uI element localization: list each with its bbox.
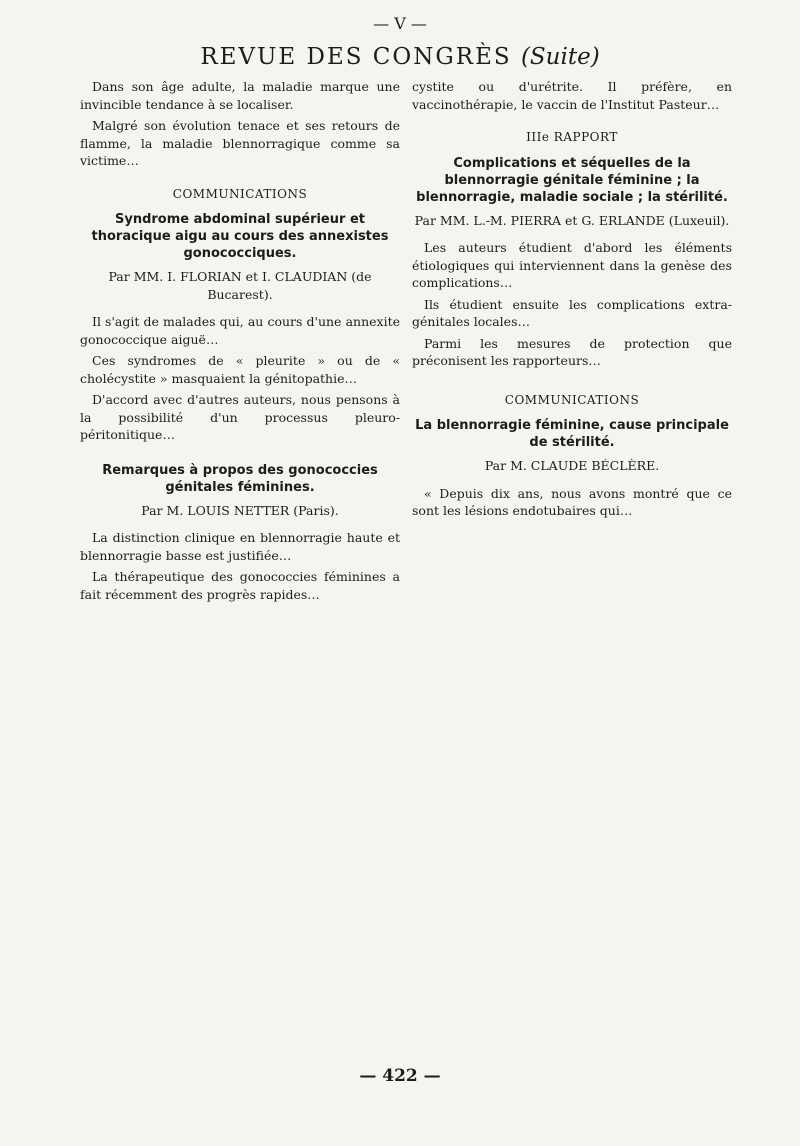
running-title-suite: (Suite) [520, 44, 600, 70]
paragraph: Malgré son évolution tenace et ses retours de flamme, la maladie blennorragique comme sa victime… [80, 118, 400, 168]
paragraph: Les auteurs étudient d'abord les éléments étiologiques qui interviennent dans la genèse des complications… [412, 240, 732, 290]
article-title: Syndrome abdominal supérieur et thoracique aigu au cours des annexistes gonococciques. [91, 212, 389, 261]
article-authors: Par MM. I. FLORIAN et I. CLAUDIAN (de Bucarest). [108, 269, 372, 302]
paragraph: Ils étudient ensuite les complications extra-génitales locales… [412, 296, 732, 329]
paragraph: La thérapeutique des gonococcies féminines a fait récemment des progrès rapides… [80, 569, 400, 602]
section-label: IIIe RAPPORT [526, 130, 618, 144]
left-column [80, 78, 400, 607]
page-number-roman: — V — [373, 14, 427, 33]
article-authors: Par MM. L.-M. PIERRA et G. ERLANDE (Luxeuil). [414, 212, 730, 228]
paragraph: Dans son âge adulte, la maladie marque une invincible tendance à se localiser. [80, 79, 400, 112]
article-title: La blennorragie féminine, cause principale de stérilité. [415, 418, 729, 450]
article-authors: Par M. CLAUDE BÉCLÈRE. [484, 458, 660, 473]
paragraph: Ces syndromes de « pleurite » ou de « cholécystite » masquaient la génitopathie… [80, 353, 400, 386]
paragraph: Parmi les mesures de protection que préconisent les rapporteurs… [412, 335, 732, 368]
section-label: COMMUNICATIONS [172, 186, 308, 201]
running-head [0, 44, 800, 70]
paragraph: D'accord avec d'autres auteurs, nous pensons à la possibilité d'un processus pleuro-péritonitique… [80, 392, 400, 442]
running-title: REVUE DES CONGRÈS [200, 44, 512, 70]
paragraph: cystite ou d'urétrite. Il préfère, en vaccinothérapie, le vaccin de l'Institut Pasteur… [412, 79, 732, 112]
article-title: Remarques à propos des gonococcies génitales féminines. [102, 462, 378, 495]
paragraph: La distinction clinique en blennorragie haute et blennorragie basse est justifiée… [80, 530, 400, 563]
article-authors: Par M. LOUIS NETTER (Paris). [141, 502, 339, 518]
article-title: Complications et séquelles de la blennorragie génitale féminine ; la blennorragie, maladie sociale ; la stérilité. [416, 155, 728, 205]
section-label: COMMUNICATIONS [504, 392, 640, 407]
page-folio: — 422 — [359, 1066, 441, 1086]
paragraph: Il s'agit de malades qui, au cours d'une annexite gonococcique aiguë… [80, 314, 400, 347]
right-column [412, 78, 732, 524]
paragraph: « Depuis dix ans, nous avons montré que ce sont les lésions endotubaires qui… [412, 485, 732, 518]
